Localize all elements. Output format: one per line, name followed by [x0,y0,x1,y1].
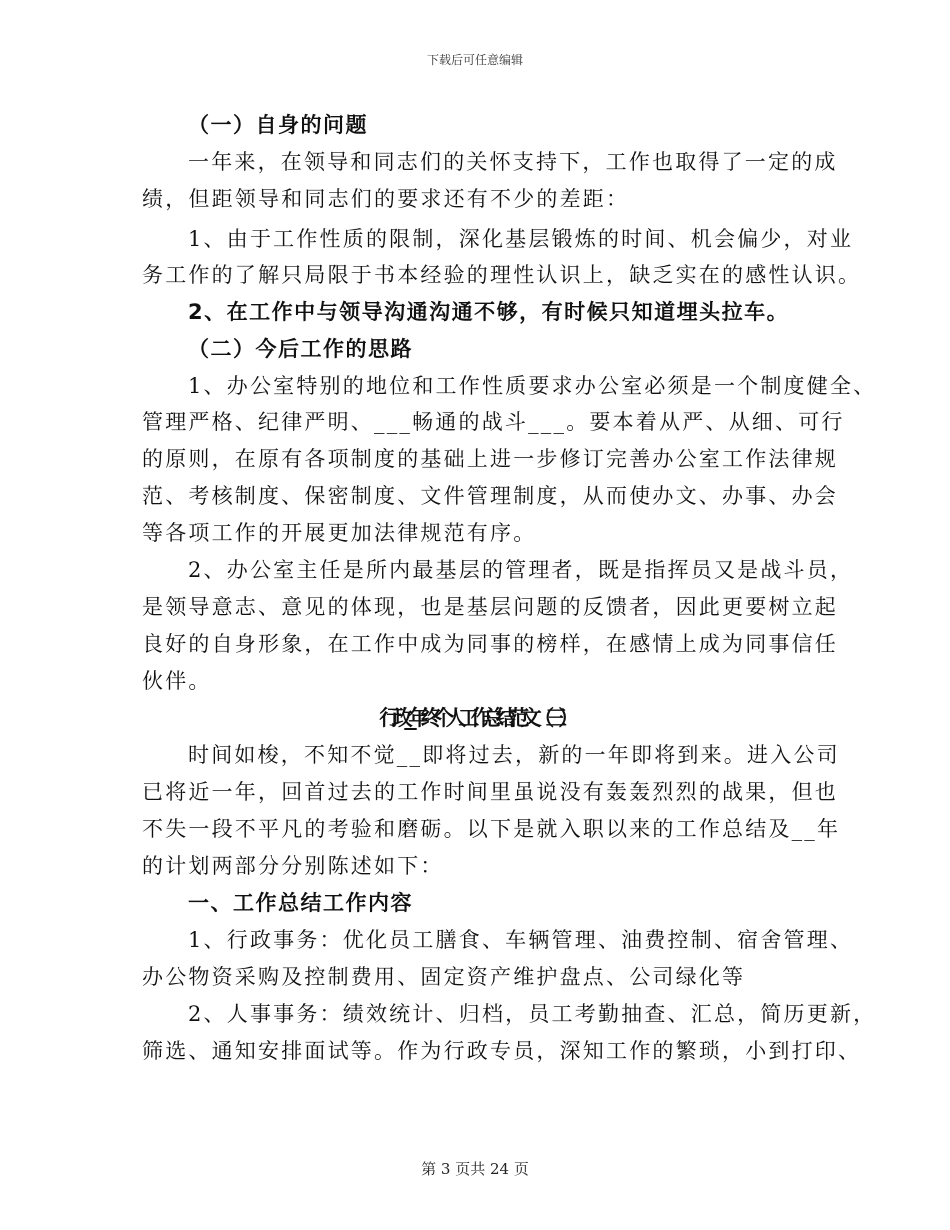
paragraph-line: 伙伴。 [142,669,212,693]
paragraph-line: 的原则，在原有各项制度的基础上进一步修订完善办公室工作法律规 [142,447,838,471]
paragraph-line: 是领导意志、意见的体现，也是基层问题的反馈者，因此更要树立起 [142,595,838,619]
page-footer: 第 3 页共 24 页 [421,1160,529,1178]
document-title: 行政__年终个人工作总结范文（三） [379,706,571,730]
paragraph-line: 1、行政事务：优化员工膳食、车辆管理、油费控制、宿舍管理、 [188,928,854,952]
paragraph-line: 2、办公室主任是所内最基层的管理者，既是指挥员又是战斗员， [188,558,854,582]
paragraph-line: 范、考核制度、保密制度、文件管理制度，从而使办文、办事、办会 [142,484,838,508]
section-heading: （二）今后工作的思路 [188,337,413,361]
paragraph-line: 良好的自身形象，在工作中成为同事的榜样，在感情上成为同事信任 [142,632,838,656]
paragraph-line: 1、办公室特别的地位和工作性质要求办公室必须是一个制度健全、 [188,374,877,398]
paragraph-line: 不失一段不平凡的考验和磨砺。以下是就入职以来的工作总结及__年 [142,817,841,841]
page-header: 下载后可任意编辑 [426,53,523,67]
paragraph-line: 务工作的了解只局限于书本经验的理性认识上，缺乏实在的感性认识。 [142,263,862,287]
paragraph-line: 的计划两部分分别陈述如下： [142,854,444,878]
paragraph-line: 绩，但距领导和同志们的要求还有不少的差距： [142,187,630,211]
paragraph-line: 办公物资采购及控制费用、固定资产维护盘点、公司绿化等 [142,965,746,989]
paragraph-line: 2、人事事务：绩效统计、归档，员工考勤抽查、汇总，简历更新， [188,1002,877,1026]
paragraph-line: 一年来，在领导和同志们的关怀支持下，工作也取得了一定的成 [188,150,838,174]
paragraph-line: 管理严格、纪律严明、___畅通的战斗___。要本着从严、从细、可行 [142,410,845,434]
bold-paragraph-line: 2、在工作中与领导沟通沟通不够，有时候只知道埋头拉车。 [188,300,790,324]
paragraph-line: 已将近一年，回首过去的工作时间里虽说没有轰轰烈烈的战果，但也 [142,780,838,804]
section-heading: 一、工作总结工作内容 [188,891,413,915]
paragraph-line: 筛选、通知安排面试等。作为行政专员，深知工作的繁琐，小到打印、 [142,1039,862,1063]
paragraph-line: 时间如梭，不知不觉__即将过去，新的一年即将到来。进入公司 [188,743,840,767]
paragraph-line: 等各项工作的开展更加法律规范有序。 [142,521,537,545]
section-heading: （一）自身的问题 [188,113,368,137]
paragraph-line: 1、由于工作性质的限制，深化基层锻炼的时间、机会偏少，对业 [188,227,854,251]
